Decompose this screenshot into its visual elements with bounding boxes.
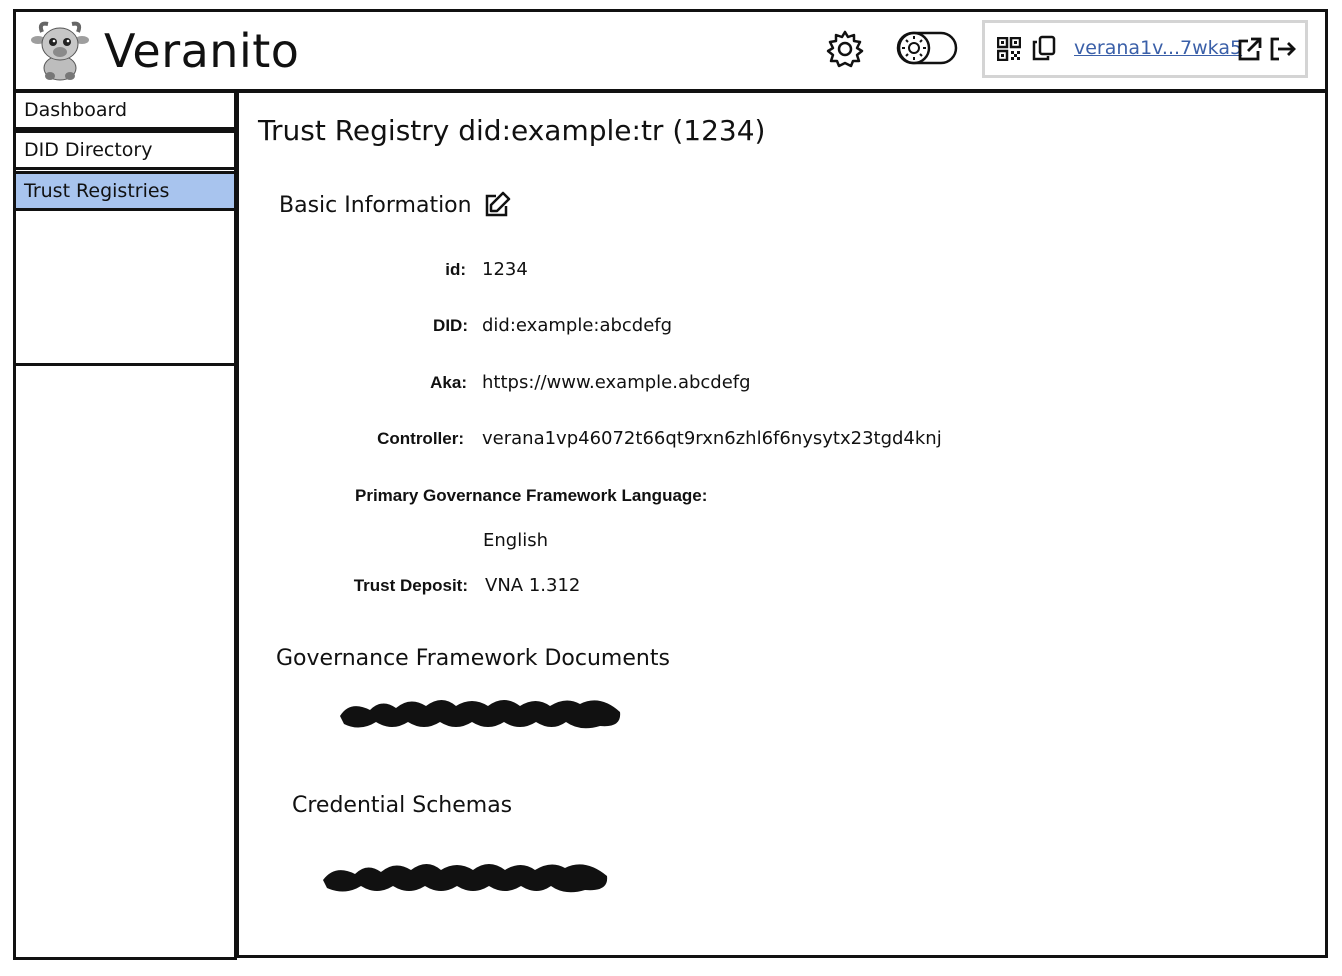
- theme-toggle-icon[interactable]: [896, 30, 958, 66]
- logout-icon[interactable]: [1268, 35, 1298, 63]
- aka-label: Aka:: [430, 373, 467, 392]
- brand-title: Veranito: [104, 24, 300, 78]
- edit-icon[interactable]: [482, 190, 512, 220]
- credential-schemas-placeholder: [315, 852, 615, 900]
- sidebar-item-label: DID Directory: [24, 139, 153, 161]
- controller-value: verana1vp46072t66qt9rxn6zhl6f6nysytx23tgd4knj: [482, 428, 942, 449]
- aka-value: https://www.example.abcdefg: [482, 372, 751, 393]
- id-label: id:: [445, 260, 466, 279]
- controller-label: Controller:: [377, 429, 464, 448]
- trust-deposit-label: Trust Deposit:: [353, 576, 468, 595]
- copy-icon[interactable]: [1030, 34, 1058, 62]
- basic-information-heading: Basic Information: [279, 193, 472, 218]
- qr-icon[interactable]: [996, 36, 1022, 62]
- page-title: Trust Registry did:example:tr (1234): [258, 114, 766, 147]
- external-link-icon[interactable]: [1236, 35, 1264, 63]
- main-content: [236, 90, 1328, 958]
- did-label: DID:: [433, 316, 468, 335]
- sidebar-item-dashboard[interactable]: [13, 90, 237, 130]
- sidebar-item-label: Trust Registries: [24, 180, 170, 202]
- wallet-address-link[interactable]: verana1v...7wka5: [1074, 37, 1243, 59]
- logo-goat-icon: [28, 18, 92, 82]
- gear-icon[interactable]: [824, 28, 866, 70]
- language-value: English: [483, 530, 548, 551]
- credential-schemas-heading: Credential Schemas: [292, 793, 513, 818]
- sidebar-item-trust-registries[interactable]: [13, 171, 237, 211]
- did-value: did:example:abcdefg: [482, 315, 673, 336]
- id-value: 1234: [482, 259, 528, 280]
- governance-docs-placeholder: [330, 688, 630, 736]
- sidebar-item-label: Dashboard: [24, 99, 128, 121]
- language-label: Primary Governance Framework Language:: [355, 486, 708, 505]
- trust-deposit-value: VNA 1.312: [485, 575, 581, 596]
- sidebar-item-did-directory[interactable]: [13, 130, 237, 170]
- governance-docs-heading: Governance Framework Documents: [276, 646, 670, 671]
